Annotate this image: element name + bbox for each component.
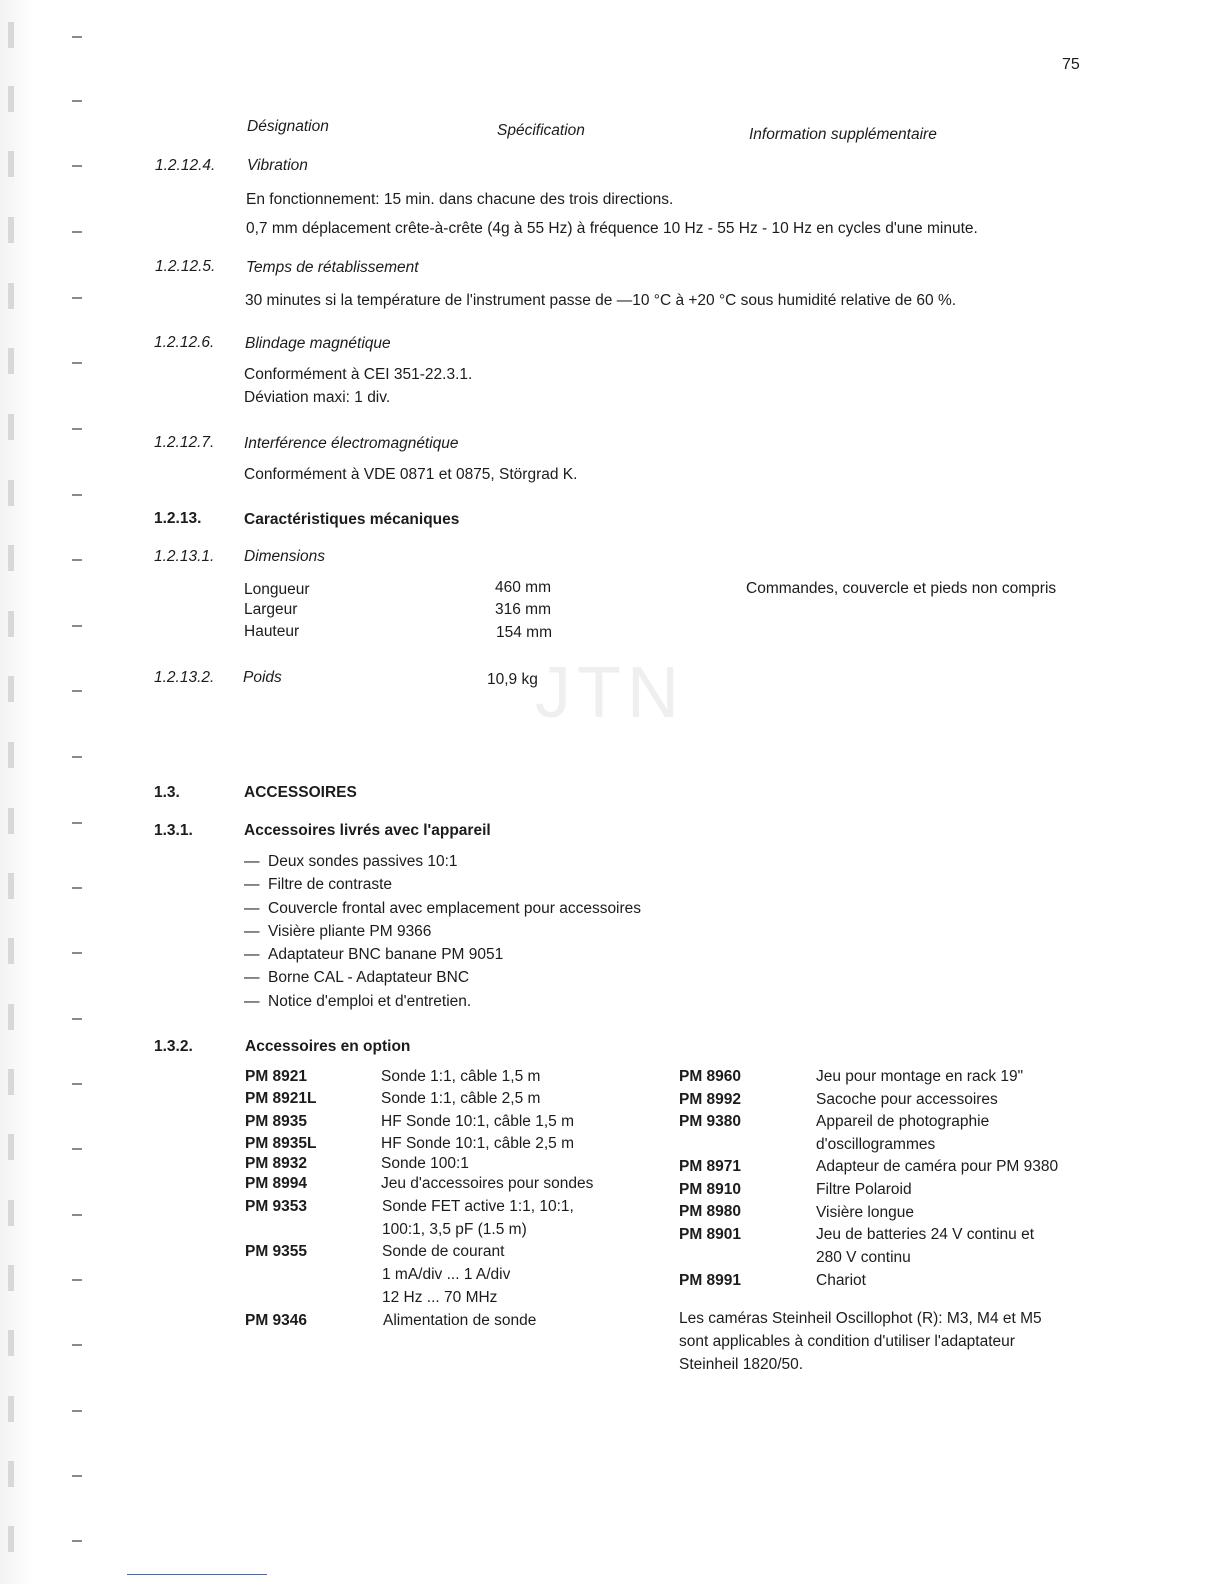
accessory-code: PM 9380	[679, 1113, 742, 1130]
margin-tick	[72, 362, 82, 364]
accessory-code: PM 8910	[679, 1181, 742, 1198]
margin-tick	[72, 625, 82, 627]
accessory-desc: Visière longue	[816, 1204, 914, 1221]
header-specification: Spécification	[497, 122, 585, 139]
scan-edge-mark	[8, 348, 14, 374]
list-item: — Couvercle frontal avec emplacement pour accessoires	[244, 899, 642, 917]
accessory-code: PM 8992	[679, 1091, 742, 1108]
included-accessories-list	[244, 850, 641, 1013]
scan-edge-mark	[8, 86, 14, 112]
scan-margin-strip	[0, 0, 34, 1584]
accessory-code: PM 8980	[679, 1203, 742, 1220]
dimension-value: 154 mm	[496, 624, 552, 641]
scan-edge-mark	[8, 1330, 14, 1356]
scan-edge-mark	[8, 1200, 14, 1226]
margin-tick	[72, 1018, 82, 1020]
scan-edge-mark	[8, 1461, 14, 1487]
section-number: 1.2.12.7.	[154, 434, 215, 451]
accessory-code: PM 8994	[245, 1175, 308, 1192]
paragraph-line: 0,7 mm déplacement crête-à-crête (4g à 55 Hz) à fréquence 10 Hz - 55 Hz - 10 Hz en cycles d'une minute.	[246, 220, 978, 237]
margin-tick	[72, 1279, 82, 1281]
dimension-note: Commandes, couvercle et pieds non compris	[746, 580, 1057, 597]
section-number: 1.2.12.6.	[154, 334, 215, 351]
margin-tick	[72, 822, 82, 824]
accessory-desc: d'oscillogrammes	[816, 1136, 936, 1153]
accessory-desc: HF Sonde 10:1, câble 1,5 m	[381, 1113, 575, 1130]
scan-edge-mark	[8, 1526, 14, 1552]
scan-edge-mark	[8, 1265, 14, 1291]
accessory-code: PM 8921L	[245, 1090, 317, 1107]
scan-edge-mark	[8, 414, 14, 440]
accessory-desc: Sonde FET active 1:1, 10:1,	[382, 1198, 574, 1215]
dimension-label: Longueur	[244, 581, 310, 598]
accessory-code: PM 8921	[245, 1068, 308, 1085]
margin-tick	[72, 887, 82, 889]
section-title: Temps de rétablissement	[246, 259, 419, 276]
scan-edge-mark	[8, 873, 14, 899]
margin-tick	[72, 297, 82, 299]
page-number: 75	[1062, 56, 1080, 73]
accessory-code: PM 8960	[679, 1068, 742, 1085]
list-item: — Adaptateur BNC banane PM 9051	[244, 946, 504, 964]
accessory-code: PM 8971	[679, 1158, 742, 1175]
margin-tick	[72, 36, 82, 38]
paragraph-line: Conformément à VDE 0871 et 0875, Störgrad K.	[244, 466, 578, 483]
margin-tick	[72, 1083, 82, 1085]
section-title: Accessoires en option	[245, 1038, 411, 1055]
margin-tick	[72, 1540, 82, 1542]
accessory-code: PM 8935	[245, 1113, 308, 1130]
section-number: 1.2.13.1.	[154, 548, 215, 565]
watermark: JTN	[535, 653, 685, 733]
section-title: Interférence électromagnétique	[244, 435, 459, 452]
list-item: — Notice d'emploi et d'entretien.	[244, 992, 472, 1010]
accessory-desc: 12 Hz ... 70 MHz	[382, 1289, 498, 1306]
accessory-desc: Alimentation de sonde	[383, 1312, 537, 1329]
margin-tick	[72, 1148, 82, 1150]
dimension-label: Largeur	[244, 601, 298, 618]
accessory-code: PM 8935L	[245, 1135, 317, 1152]
scan-edge-mark	[8, 22, 14, 48]
accessory-desc: Adapteur de caméra pour PM 9380	[816, 1158, 1059, 1175]
accessory-desc: Sonde 1:1, câble 1,5 m	[381, 1068, 541, 1085]
margin-tick	[72, 559, 82, 561]
margin-tick	[72, 494, 82, 496]
section-title: Dimensions	[244, 548, 325, 565]
section-title: Caractéristiques mécaniques	[244, 511, 460, 528]
margin-tick	[72, 1410, 82, 1412]
margin-tick	[72, 1214, 82, 1216]
accessory-desc: Appareil de photographie	[816, 1113, 990, 1130]
list-item: — Filtre de contraste	[244, 876, 393, 894]
accessory-code: PM 8991	[679, 1272, 742, 1289]
margin-tick	[72, 231, 82, 233]
scan-edge-mark	[8, 742, 14, 768]
accessory-desc: HF Sonde 10:1, câble 2,5 m	[381, 1135, 575, 1152]
section-number: 1.2.13.	[154, 510, 202, 527]
paragraph-line: Conformément à CEI 351-22.3.1.	[244, 366, 473, 383]
accessory-desc: Jeu d'accessoires pour sondes	[381, 1175, 594, 1192]
weight-value: 10,9 kg	[487, 671, 538, 688]
scan-edge-mark	[8, 611, 14, 637]
accessory-desc: Chariot	[816, 1272, 866, 1289]
scan-edge-mark	[8, 1396, 14, 1422]
dimension-label: Hauteur	[244, 623, 300, 640]
scan-edge-mark	[8, 151, 14, 177]
accessory-code: PM 8932	[245, 1155, 308, 1172]
margin-tick	[72, 428, 82, 430]
dimension-value: 316 mm	[495, 601, 551, 618]
accessory-desc: Sonde de courant	[382, 1243, 505, 1260]
accessory-code: PM 8901	[679, 1226, 742, 1243]
header-info: Information supplémentaire	[749, 126, 937, 143]
camera-note-line: sont applicables à condition d'utiliser l'adaptateur	[679, 1333, 1015, 1350]
camera-note-line: Steinheil 1820/50.	[679, 1356, 804, 1373]
list-item: — Deux sondes passives 10:1	[244, 853, 458, 870]
header-designation: Désignation	[247, 118, 329, 135]
section-title: Accessoires livrés avec l'appareil	[244, 822, 491, 839]
scan-edge-mark	[8, 545, 14, 571]
margin-tick	[72, 952, 82, 954]
margin-tick	[72, 756, 82, 758]
footer-rule	[127, 1574, 267, 1575]
scan-edge-mark	[8, 217, 14, 243]
section-title: ACCESSOIRES	[244, 784, 357, 801]
list-item: — Visière pliante PM 9366	[244, 922, 432, 940]
scan-edge-mark	[8, 1004, 14, 1030]
section-number: 1.3.1.	[154, 822, 193, 839]
accessory-code: PM 9353	[245, 1198, 308, 1215]
accessory-desc: Filtre Polaroid	[816, 1181, 912, 1198]
accessory-desc: Sacoche pour accessoires	[816, 1091, 998, 1108]
accessory-desc: Sonde 1:1, câble 2,5 m	[381, 1090, 541, 1107]
section-number: 1.2.12.4.	[155, 157, 216, 174]
scan-edge-mark	[8, 480, 14, 506]
scan-edge-mark	[8, 1069, 14, 1095]
accessory-code: PM 9346	[245, 1312, 308, 1329]
section-title: Poids	[243, 669, 282, 686]
paragraph-line: Déviation maxi: 1 div.	[244, 389, 391, 406]
list-item: — Borne CAL - Adaptateur BNC	[244, 969, 470, 987]
dimension-value: 460 mm	[495, 579, 551, 596]
camera-note-line: Les caméras Steinheil Oscillophot (R): M3, M4 et M5	[679, 1310, 1042, 1327]
section-title: Blindage magnétique	[245, 335, 391, 352]
paragraph-line: 30 minutes si la température de l'instrument passe de —10 °C à +20 °C sous humidité relative de 60 %.	[245, 292, 957, 309]
margin-tick	[72, 1344, 82, 1346]
scan-edge-mark	[8, 1134, 14, 1160]
margin-tick	[72, 165, 82, 167]
paragraph-line: En fonctionnement: 15 min. dans chacune des trois directions.	[246, 191, 674, 208]
accessory-desc: Jeu de batteries 24 V continu et	[816, 1226, 1035, 1243]
scan-edge-mark	[8, 676, 14, 702]
accessory-desc: 280 V continu	[816, 1249, 911, 1266]
margin-tick	[72, 1475, 82, 1477]
scan-edge-mark	[8, 938, 14, 964]
section-number: 1.2.12.5.	[155, 258, 216, 275]
scan-edge-mark	[8, 808, 14, 834]
section-title: Vibration	[247, 157, 308, 174]
accessory-desc: 100:1, 3,5 pF (1.5 m)	[382, 1221, 527, 1238]
accessory-code: PM 9355	[245, 1243, 308, 1260]
section-number: 1.3.	[154, 784, 180, 801]
section-number: 1.3.2.	[154, 1038, 193, 1055]
accessory-desc: Jeu pour montage en rack 19"	[816, 1068, 1024, 1085]
scan-edge-mark	[8, 283, 14, 309]
margin-tick	[72, 100, 82, 102]
accessory-desc: 1 mA/div ... 1 A/div	[382, 1266, 511, 1283]
margin-tick	[72, 690, 82, 692]
accessory-desc: Sonde 100:1	[381, 1155, 469, 1172]
section-number: 1.2.13.2.	[154, 669, 215, 686]
